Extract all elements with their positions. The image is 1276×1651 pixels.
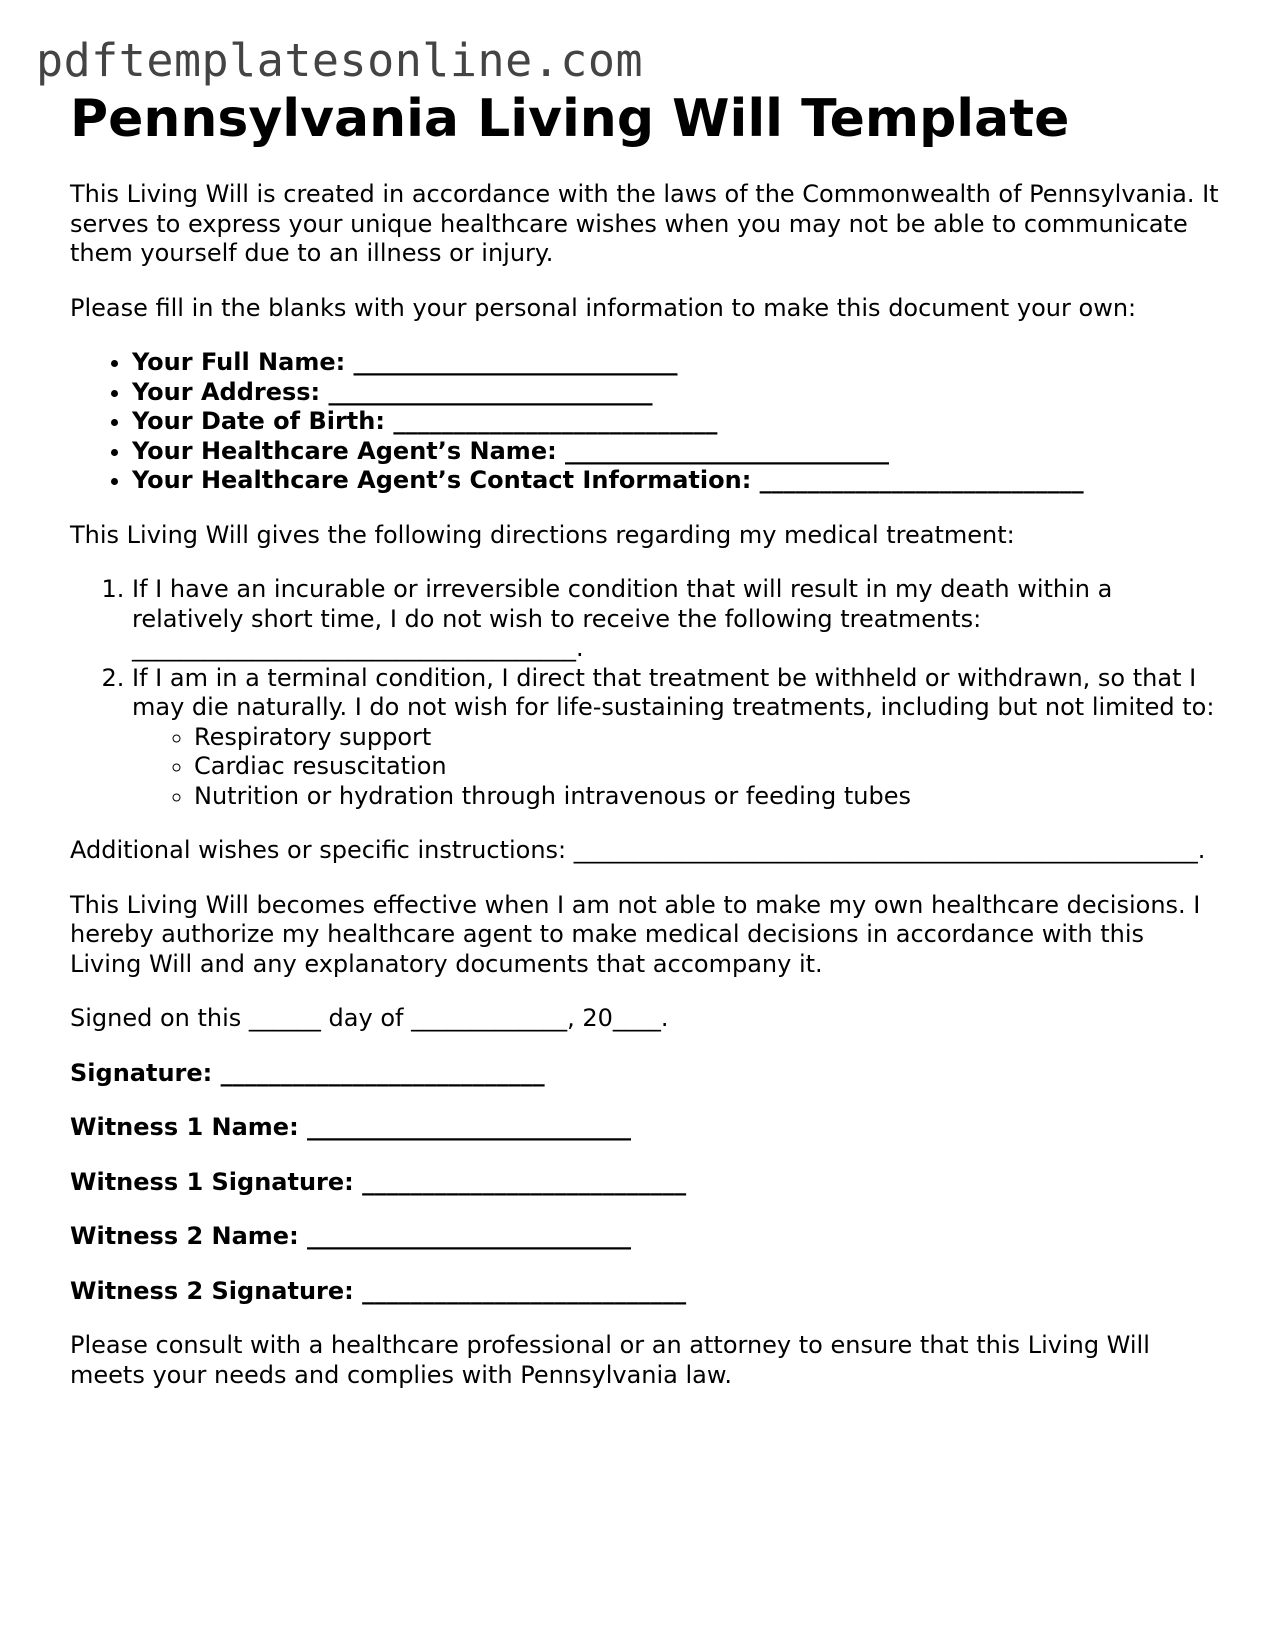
directions-list <box>70 575 1220 811</box>
direction-item-2-text: If I am in a terminal condition, I direct that treatment be withheld or withdrawn, so that I may die naturally. I do not wish for life-sustaining treatments, including but not limited to: <box>132 663 1215 721</box>
document-title: Pennsylvania Living Will Template <box>70 89 1070 149</box>
direction-item-1[interactable]: 1. If I have an incurable or irreversible condition that will result in my death within a relatively short time, I do not wish to receive the following treatments: _____________________________________. <box>132 575 1220 664</box>
full-name-field[interactable]: • Your Full Name: ___________________________ <box>132 348 1220 378</box>
directions-intro: This Living Will gives the following directions regarding my medical treatment: <box>70 520 1015 549</box>
address-field[interactable]: • Your Address: ___________________________ <box>132 378 1220 408</box>
direction-item-2 <box>132 664 1220 812</box>
signature-field[interactable]: Signature: ___________________________ <box>70 1058 545 1087</box>
intro-paragraph: This Living Will is created in accordance with the laws of the Commonwealth of Pennsylvania. It serves to express your unique healthcare wishes when you may not be able to communicate them yourself due to an illness or injury. <box>70 180 1219 267</box>
document-body <box>70 180 1220 1390</box>
witness-2-signature-field[interactable]: Witness 2 Signature: ___________________________ <box>70 1276 687 1305</box>
additional-wishes-field[interactable]: Additional wishes or specific instructions: ____________________________________________________. <box>70 836 1206 864</box>
effective-paragraph: This Living Will becomes effective when I am not able to make my own healthcare decisions. I hereby authorize my healthcare agent to make medical decisions in accordance with this Living Will and any explanatory documents that accompany it. <box>70 890 1201 978</box>
agent-name-field[interactable]: • Your Healthcare Agent’s Name: ___________________________ <box>132 437 1220 467</box>
fill-prompt: Please fill in the blanks with your personal information to make this document your own: <box>70 293 1137 322</box>
closing-paragraph: Please consult with a healthcare professional or an attorney to ensure that this Living Will meets your needs and complies with Pennsylvania law. <box>70 1331 1150 1389</box>
treatment-list <box>132 723 1220 812</box>
personal-info-list <box>70 348 1220 496</box>
witness-2-name-field[interactable]: Witness 2 Name: ___________________________ <box>70 1222 632 1250</box>
treatment-item: ◦ Nutrition or hydration through intravenous or feeding tubes <box>194 782 1220 812</box>
treatment-item: ◦ Respiratory support <box>194 723 1220 753</box>
treatment-item: ◦ Cardiac resuscitation <box>194 752 1220 782</box>
watermark: pdftemplatesonline.com <box>36 34 644 87</box>
witness-1-name-field[interactable]: Witness 1 Name: ___________________________ <box>70 1113 632 1141</box>
witness-1-signature-field[interactable]: Witness 1 Signature: ___________________________ <box>70 1167 687 1196</box>
signed-on-field[interactable]: Signed on this ______ day of _____________, 20____. <box>70 1004 669 1032</box>
date-of-birth-field[interactable]: • Your Date of Birth: ___________________________ <box>132 407 1220 437</box>
document-page <box>70 88 1220 1390</box>
agent-contact-field[interactable]: • Your Healthcare Agent’s Contact Information: ___________________________ <box>132 466 1220 496</box>
